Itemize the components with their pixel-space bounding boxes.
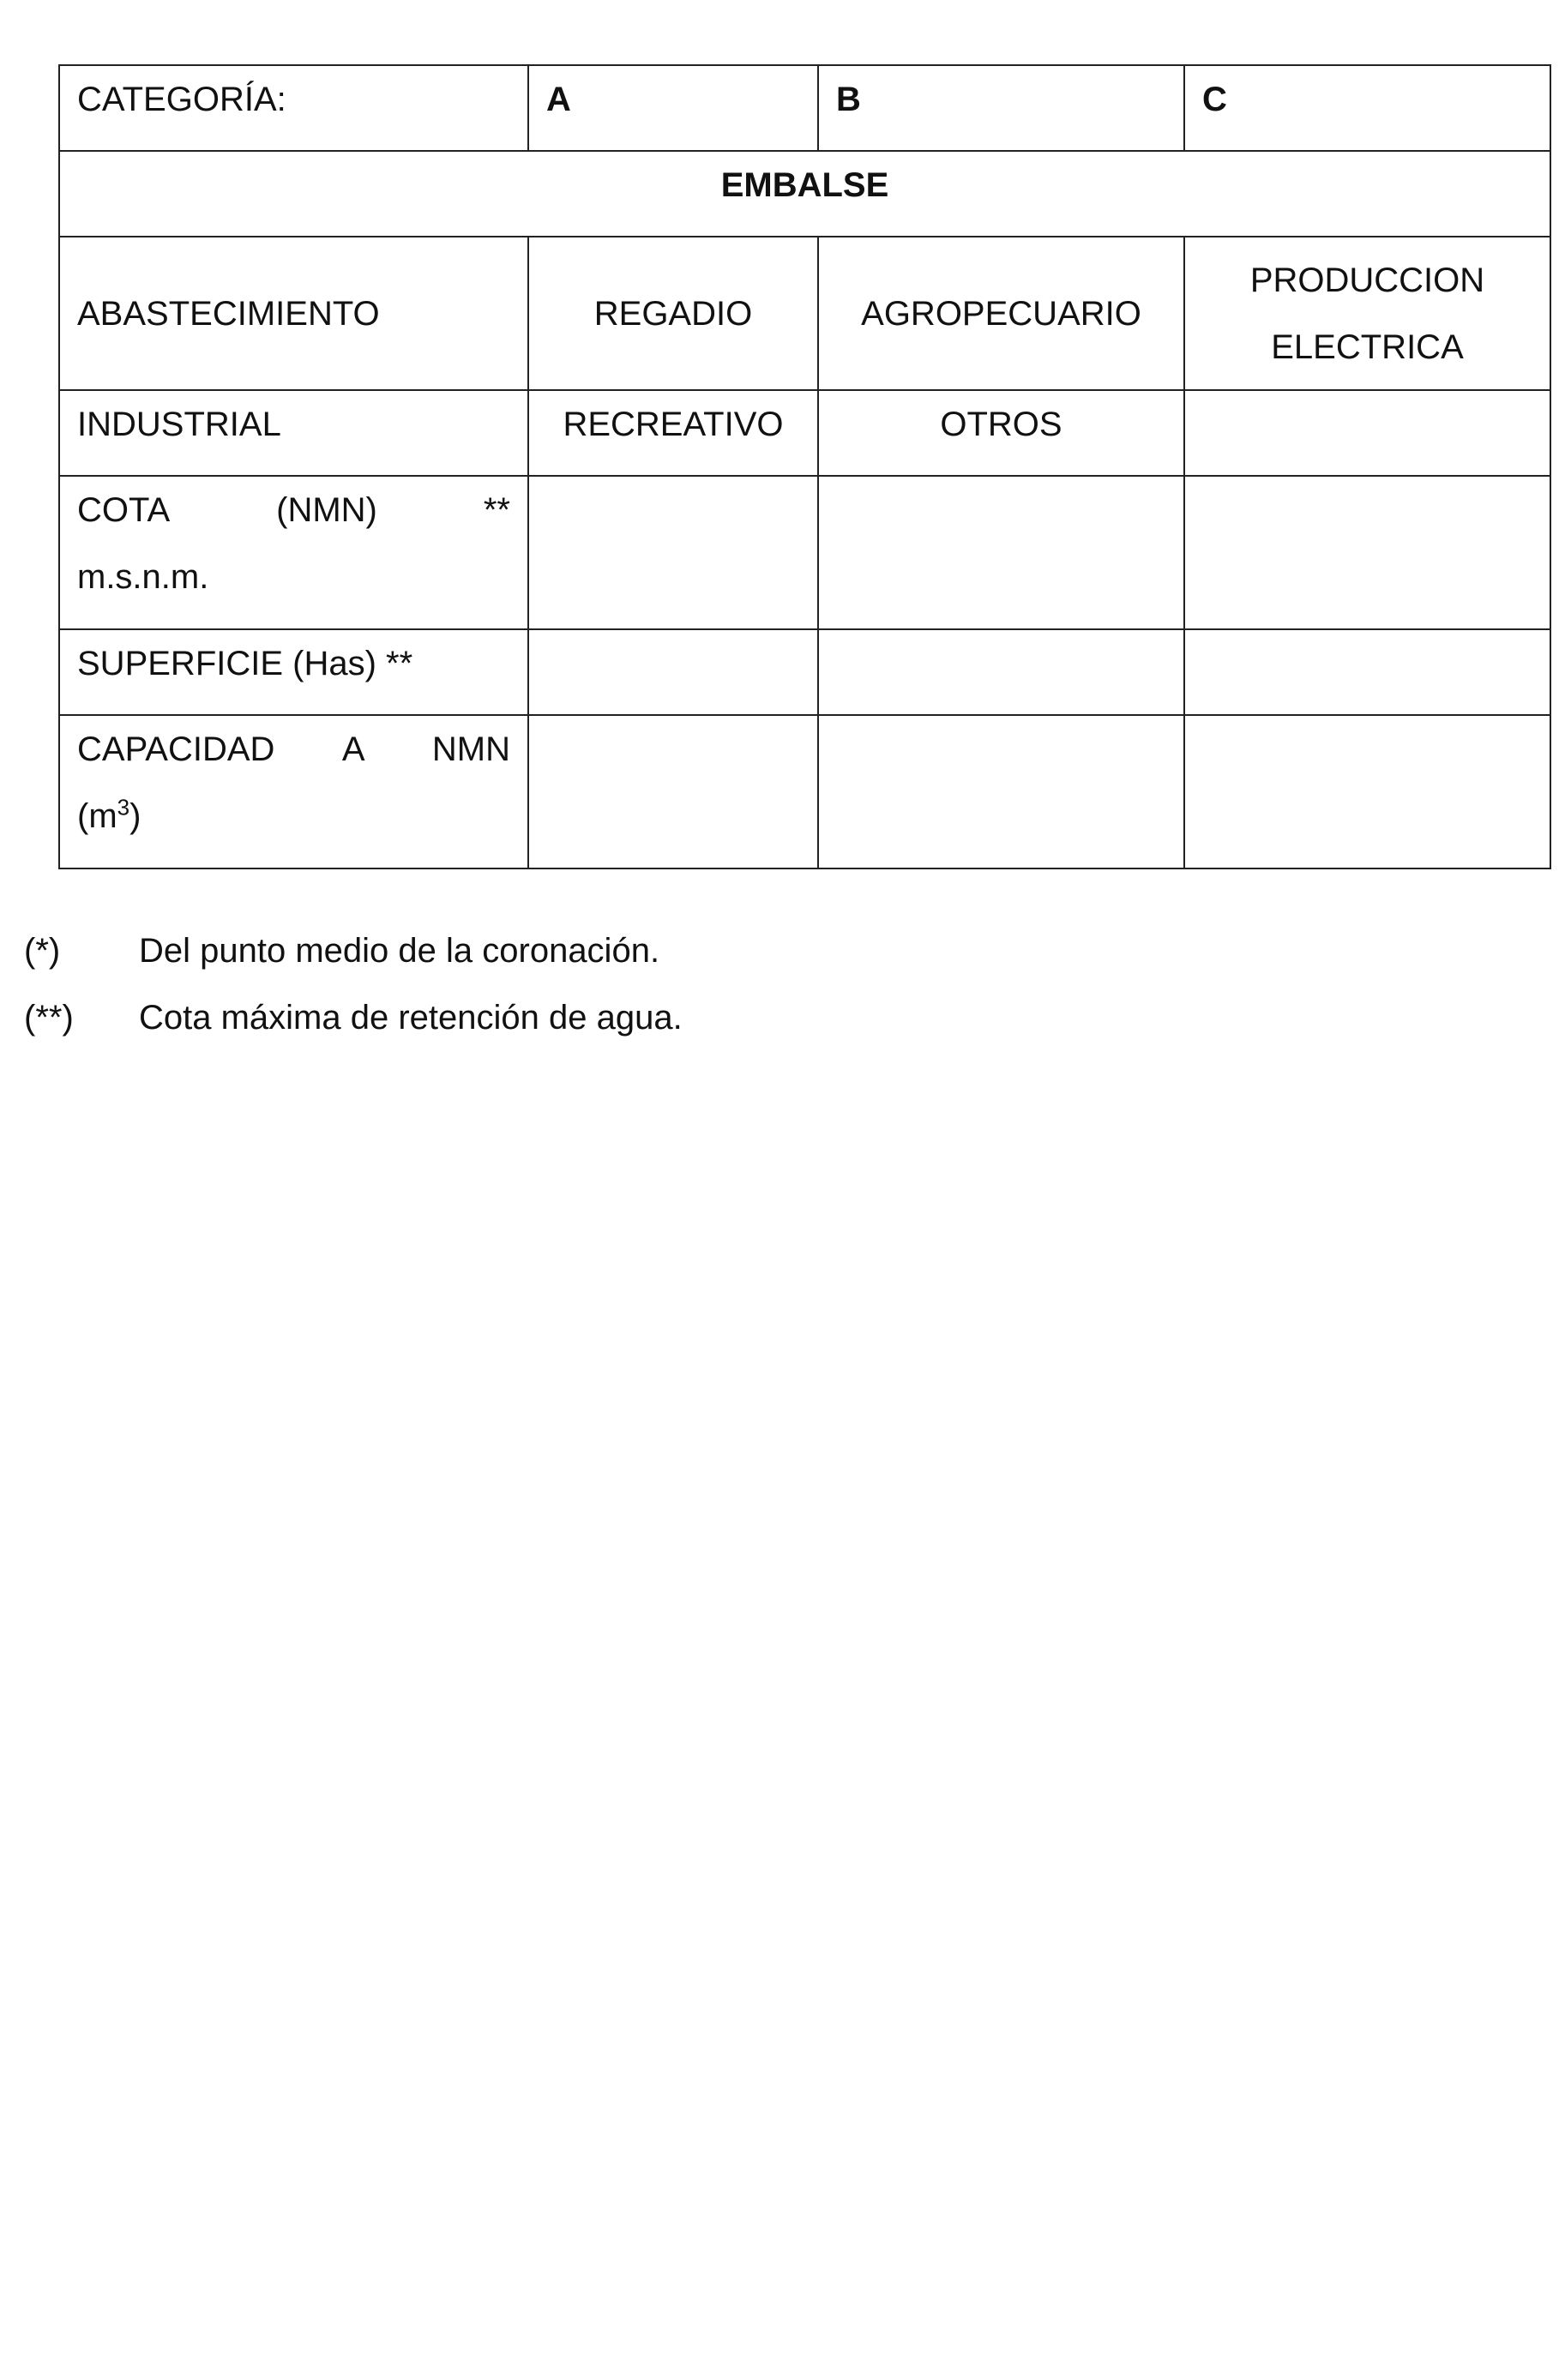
cota-word-2: (NMN)	[276, 491, 377, 529]
category-b: B	[818, 65, 1184, 151]
footnote-1-mark: (*)	[24, 932, 61, 970]
superficie-value-b[interactable]	[818, 629, 1184, 715]
capacidad-value-b[interactable]	[818, 715, 1184, 868]
capacidad-unit-prefix: (m	[77, 797, 117, 835]
embalse-form-table	[58, 64, 1551, 869]
capacidad-unit-exponent: 3	[117, 794, 130, 820]
use-regadio: REGADIO	[528, 237, 818, 390]
capacidad-word-1: CAPACIDAD	[77, 730, 275, 768]
superficie-value-c[interactable]	[1184, 629, 1550, 715]
use-produccion-electrica	[1184, 237, 1550, 390]
footnotes	[24, 917, 683, 1051]
capacidad-label	[59, 715, 528, 868]
cota-word-3: **	[483, 491, 510, 529]
footnote-1-text: Del punto medio de la coronación.	[139, 932, 660, 970]
section-title: EMBALSE	[59, 151, 1550, 237]
cota-row	[59, 476, 1550, 629]
footnote-2	[24, 984, 683, 1051]
capacidad-unit-suffix: )	[129, 797, 141, 835]
use-agropecuario: AGROPECUARIO	[818, 237, 1184, 390]
use-recreativo: RECREATIVO	[528, 390, 818, 476]
superficie-label: SUPERFICIE (Has) **	[59, 629, 528, 715]
cota-value-c[interactable]	[1184, 476, 1550, 629]
cota-value-a[interactable]	[528, 476, 818, 629]
cota-word-1: COTA	[77, 491, 171, 529]
uses-row-1	[59, 237, 1550, 390]
superficie-row	[59, 629, 1550, 715]
category-label: CATEGORÍA:	[59, 65, 528, 151]
use-produccion-line1: PRODUCCION	[1249, 261, 1485, 299]
cota-label-line2: m.s.n.m.	[77, 558, 209, 596]
uses-row-2	[59, 390, 1550, 476]
capacidad-value-c[interactable]	[1184, 715, 1550, 868]
capacidad-value-a[interactable]	[528, 715, 818, 868]
capacidad-label-line1	[77, 716, 510, 783]
capacidad-word-2: A	[341, 730, 365, 768]
footnote-2-mark: (**)	[24, 999, 74, 1037]
category-c: C	[1184, 65, 1550, 151]
capacidad-row	[59, 715, 1550, 868]
use-industrial: INDUSTRIAL	[59, 390, 528, 476]
section-title-row	[59, 151, 1550, 237]
cota-label-line1	[77, 477, 510, 544]
cota-value-b[interactable]	[818, 476, 1184, 629]
use-produccion-line2: ELECTRICA	[1271, 328, 1464, 366]
use-empty-cell	[1184, 390, 1550, 476]
capacidad-label-line2	[77, 783, 510, 850]
category-a: A	[528, 65, 818, 151]
capacidad-word-3: NMN	[431, 730, 510, 768]
footnote-1	[24, 917, 683, 984]
footnote-2-text: Cota máxima de retención de agua.	[139, 999, 683, 1037]
use-otros: OTROS	[818, 390, 1184, 476]
superficie-value-a[interactable]	[528, 629, 818, 715]
category-row	[59, 65, 1550, 151]
cota-label	[59, 476, 528, 629]
use-abastecimiento: ABASTECIMIENTO	[59, 237, 528, 390]
